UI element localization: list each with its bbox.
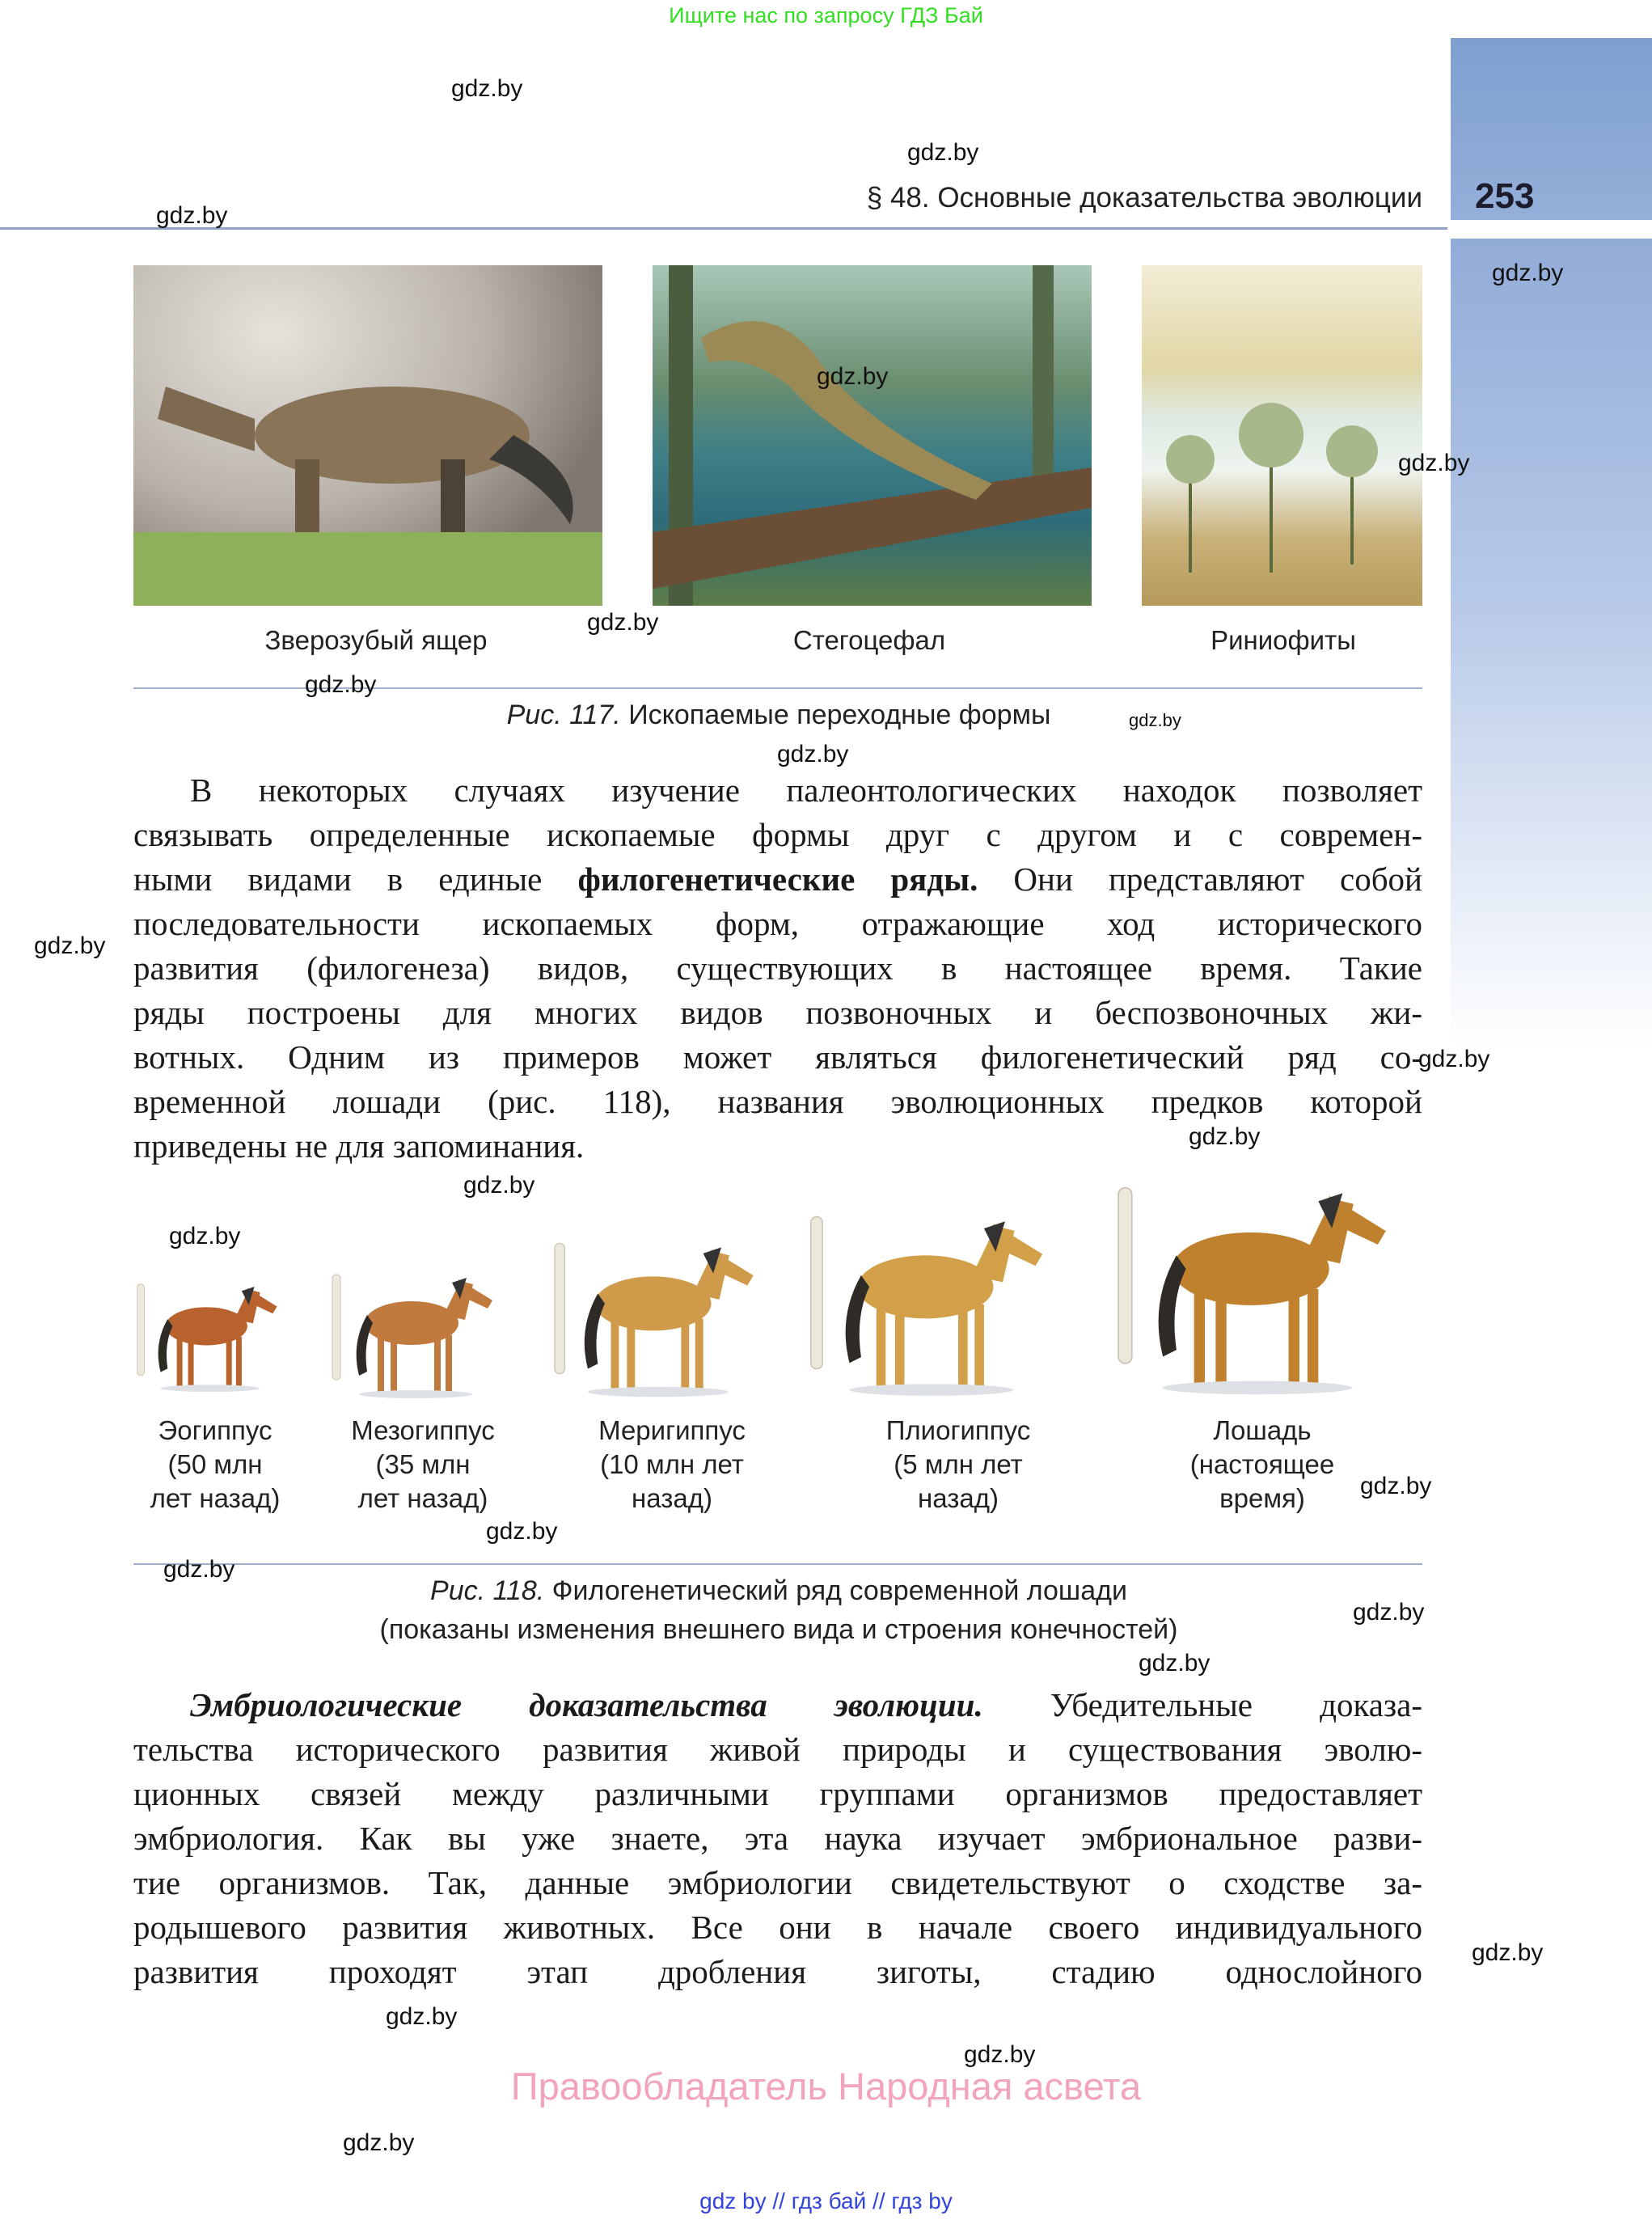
figure-title: Ископаемые переходные формы — [620, 700, 1051, 730]
figure-divider — [133, 1563, 1422, 1565]
watermark: gdz.by — [156, 202, 228, 229]
horse-mesohippus-image — [326, 1266, 513, 1404]
watermark: gdz.by — [1398, 450, 1470, 476]
watermark: gdz.by — [169, 1223, 241, 1249]
watermark: gdz.by — [1472, 1939, 1544, 1966]
horse-name: Плиогиппус — [885, 1415, 1031, 1445]
watermark: gdz.by — [907, 139, 979, 166]
horse-name: Лошадь — [1213, 1415, 1312, 1445]
text-line: ряды построены для многих видов позвоночных и беспозвоночных жи- — [133, 994, 1422, 1031]
side-gradient-band — [1451, 239, 1652, 1047]
horse-label-mesohippus — [351, 1414, 494, 1516]
watermark: gdz.by — [163, 1556, 235, 1583]
horse-age: (35 млн — [375, 1449, 471, 1479]
paragraph-embryology — [133, 1683, 1422, 1994]
horse-name: Меригиппус — [598, 1415, 746, 1445]
horse-age: (5 млн лет — [894, 1449, 1023, 1479]
text-span: Они представляют собой — [978, 860, 1422, 898]
horse-name: Эогиппус — [158, 1415, 273, 1445]
text-line: эмбриология. Как вы уже знаете, эта наука изучает эмбриональное разви- — [133, 1820, 1422, 1857]
horse-label-pliohippus — [886, 1414, 1031, 1516]
horse-label-merychippus — [598, 1414, 746, 1516]
horse-name: Мезогиппус — [351, 1415, 495, 1445]
watermark: gdz.by — [34, 932, 106, 959]
text-line: временной лошади (рис. 118), названия эволюционных предков которой — [133, 1083, 1422, 1120]
text-line: тие организмов. Так, данные эмбриологии свидетельствуют о сходстве за- — [133, 1864, 1422, 1901]
term-bold: филогенетические ряды. — [577, 860, 978, 898]
search-hint: Ищите нас по запросу ГДЗ Бай — [669, 3, 983, 27]
horse-age: время) — [1219, 1483, 1305, 1513]
watermark: gdz.by — [1129, 710, 1181, 730]
figure-117-caption — [0, 700, 1557, 731]
horse-age: назад) — [632, 1483, 712, 1513]
text-line: связывать определенные ископаемые формы друг с другом и с современ- — [133, 816, 1422, 853]
text-line: развития (филогенеза) видов, существующих в настоящее время. Такие — [133, 949, 1422, 987]
horse-age: (50 млн — [167, 1449, 263, 1479]
horse-age: лет назад) — [150, 1483, 281, 1513]
watermark: gdz.by — [343, 2129, 415, 2156]
horse-label-eohippus — [150, 1414, 281, 1516]
text-line: приведены не для запоминания. — [133, 1127, 585, 1165]
caption-therapsid: Зверозубый ящер — [264, 625, 488, 655]
watermark: gdz.by — [1418, 1046, 1490, 1072]
watermark: gdz.by — [587, 609, 659, 636]
section-title: § 48. Основные доказательства эволюции — [866, 182, 1422, 214]
text-line: родышевого развития животных. Все они в начале своего индивидуального — [133, 1909, 1422, 1946]
watermark: gdz.by — [964, 2041, 1036, 2068]
text-line — [133, 1683, 1422, 1727]
text-line — [133, 857, 1422, 902]
text-line: последовательности ископаемых форм, отражающие ход исторического — [133, 905, 1422, 942]
text-line: ционных связей между различными группами организмов предоставляет — [133, 1775, 1422, 1812]
watermark: gdz.by — [451, 75, 523, 102]
watermark: gdz.by — [1189, 1123, 1261, 1150]
watermark: gdz.by — [777, 741, 849, 767]
text-line: развития проходят этап дробления зиготы, стадию однослойного — [133, 1953, 1422, 1990]
footer-links[interactable]: gdz by // гдз бай // гдз by — [699, 2188, 953, 2213]
horse-label-modern — [1190, 1414, 1335, 1516]
image-therapsid — [133, 265, 602, 606]
copyright-notice: Правообладатель Народная асвета — [510, 2065, 1142, 2108]
horse-pliohippus-image — [804, 1205, 1071, 1404]
caption-stegocephalian: Стегоцефал — [792, 625, 946, 655]
horse-modern-image — [1106, 1174, 1422, 1404]
text-line: В некоторых случаях изучение палеонтологических находок позволяет — [190, 772, 1422, 809]
figure-118-subtitle: (показаны изменения внешнего вида и строения конечностей) — [379, 1614, 1178, 1645]
horse-age: (10 млн лет — [600, 1449, 744, 1479]
watermark: gdz.by — [305, 671, 377, 698]
horse-merychippus-image — [546, 1233, 780, 1404]
page-number: 253 — [1475, 176, 1535, 216]
text-span: ными видами в единые — [133, 860, 578, 898]
figure-label: Рис. 118. — [430, 1575, 545, 1606]
watermark: gdz.by — [1353, 1599, 1425, 1626]
caption-rhyniophytes: Риниофиты — [1210, 625, 1356, 655]
figure-title: Филогенетический ряд современной лошади — [544, 1575, 1127, 1606]
watermark: gdz.by — [1139, 1650, 1210, 1676]
watermark: gdz.by — [817, 363, 889, 390]
watermark: gdz.by — [463, 1172, 535, 1199]
text-span: Убедительные доказа- — [982, 1686, 1422, 1723]
image-rhyniophytes — [1142, 265, 1422, 606]
watermark: gdz.by — [386, 2003, 458, 2030]
text-line: тельства исторического развития живой природы и существования эволю- — [133, 1731, 1422, 1768]
watermark: gdz.by — [1360, 1473, 1432, 1499]
horse-age: назад) — [918, 1483, 999, 1513]
heading-inline: Эмбриологические доказательства эволюции. — [190, 1686, 983, 1723]
horse-eohippus-image — [136, 1270, 291, 1404]
paragraph-phylogenetic — [133, 768, 1422, 1169]
watermark: gdz.by — [486, 1518, 558, 1545]
watermark: gdz.by — [1492, 260, 1564, 286]
text-line: вотных. Одним из примеров может являться филогенетический ряд со- — [133, 1038, 1422, 1076]
horse-age: (настоящее — [1189, 1449, 1335, 1479]
figure-label: Рис. 117. — [506, 700, 621, 730]
image-stegocephalian — [653, 265, 1092, 606]
horse-age: лет назад) — [357, 1483, 488, 1513]
